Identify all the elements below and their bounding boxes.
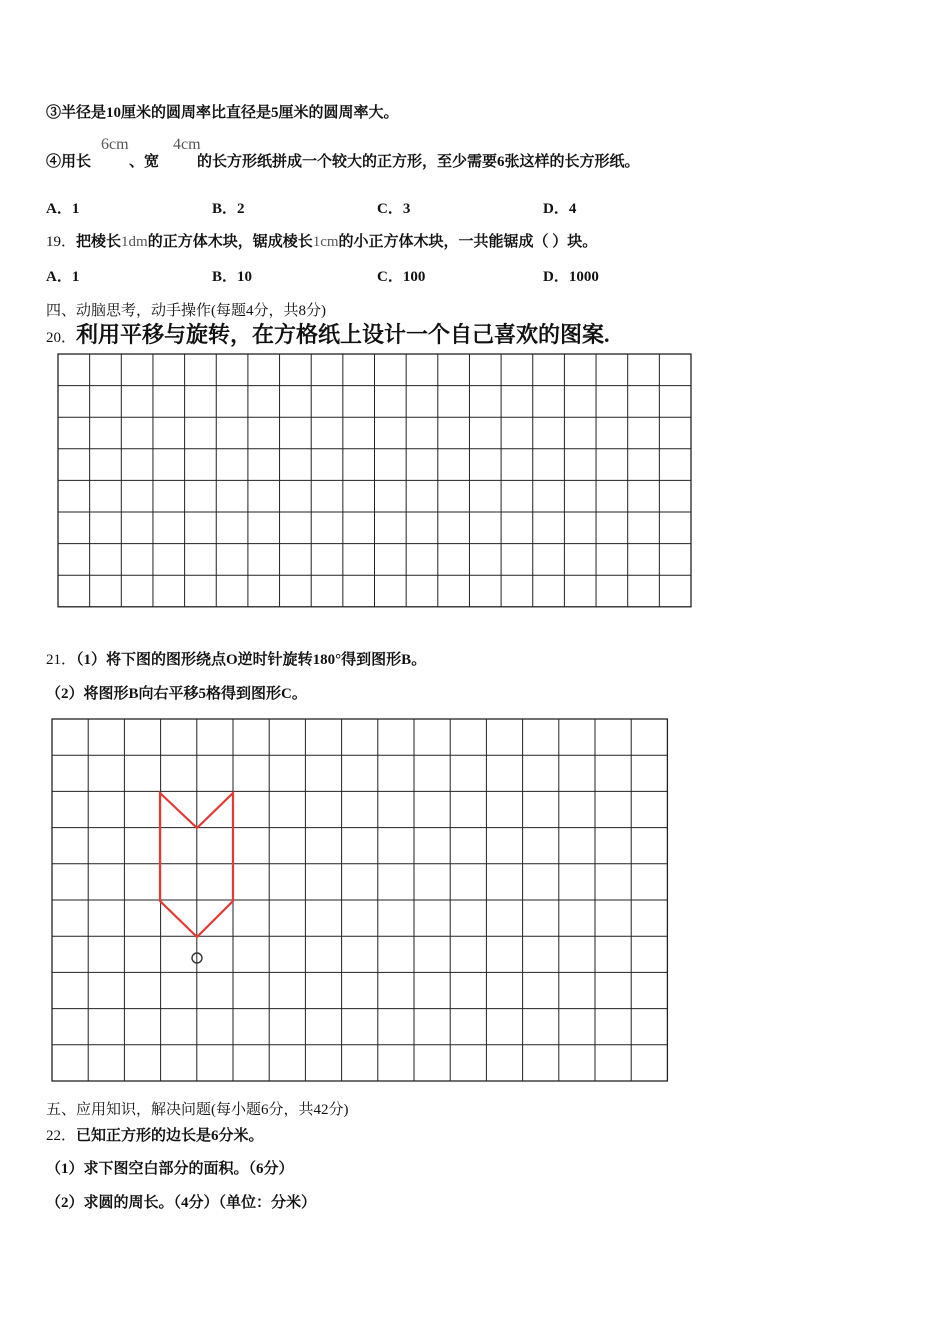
q22-text: 已知正方形的边长是6分米。 <box>76 1128 264 1144</box>
q18-item3: ③半径是10厘米的圆周率比直径是5厘米的圆周率大。 <box>46 105 399 121</box>
q18-item4-mid: 、宽 <box>129 154 160 170</box>
q19-text2: 的正方体木块，锯成棱长 <box>147 234 313 250</box>
q20-number: 20． <box>46 330 77 346</box>
q19-text3: 的小正方体木块，一共能锯成（ ）块。 <box>338 234 598 250</box>
q19-option-c: C．100 <box>377 269 426 285</box>
section5-title: 五、应用知识，解决问题(每小题6分，共42分) <box>46 1102 349 1118</box>
section4-title: 四、动脑思考，动手操作(每题4分，共8分) <box>46 303 326 319</box>
q18-item4-width: 4cm <box>173 136 201 153</box>
q19-unit2: 1cm <box>312 234 339 250</box>
q19-option-b: B．10 <box>212 269 253 285</box>
q19-unit1: 1dm <box>121 234 148 250</box>
q18-option-c: C．3 <box>377 201 411 217</box>
rotation-grid <box>52 719 667 1081</box>
design-grid <box>58 354 691 607</box>
q18-item4-length: 6cm <box>101 136 129 153</box>
q21-part2: （2）将图形B向右平移5格得到图形C。 <box>46 686 307 702</box>
q19-number: 19． <box>46 234 77 250</box>
q19-text1: 把棱长 <box>76 234 122 250</box>
q21-part1-text: （1）将下图的图形绕点O逆时针旋转180°得到图形B。 <box>76 652 427 668</box>
q22-number: 22． <box>46 1128 77 1144</box>
q22-question <box>46 1124 264 1145</box>
q19-option-a: A．1 <box>46 269 80 285</box>
q21-number: 21． <box>46 652 77 668</box>
q22-part1: （1）求下图空白部分的面积。（6分） <box>46 1161 294 1177</box>
q18-item4-prefix: ④用长 <box>46 154 92 170</box>
q22-part2: （2）求圆的周长。（4分）（单位：分米） <box>46 1195 317 1211</box>
q18-option-a: A．1 <box>46 201 80 217</box>
q18-item4-suffix: 的长方形纸拼成一个较大的正方形，至少需要6张这样的长方形纸。 <box>197 154 640 170</box>
q18-option-b: B．2 <box>212 201 245 217</box>
q19-option-d: D．1000 <box>543 269 599 285</box>
q20-text: 利用平移与旋转，在方格纸上设计一个自己喜欢的图案. <box>76 322 610 347</box>
q21-part1 <box>46 648 426 669</box>
q18-option-d: D．4 <box>543 201 577 217</box>
